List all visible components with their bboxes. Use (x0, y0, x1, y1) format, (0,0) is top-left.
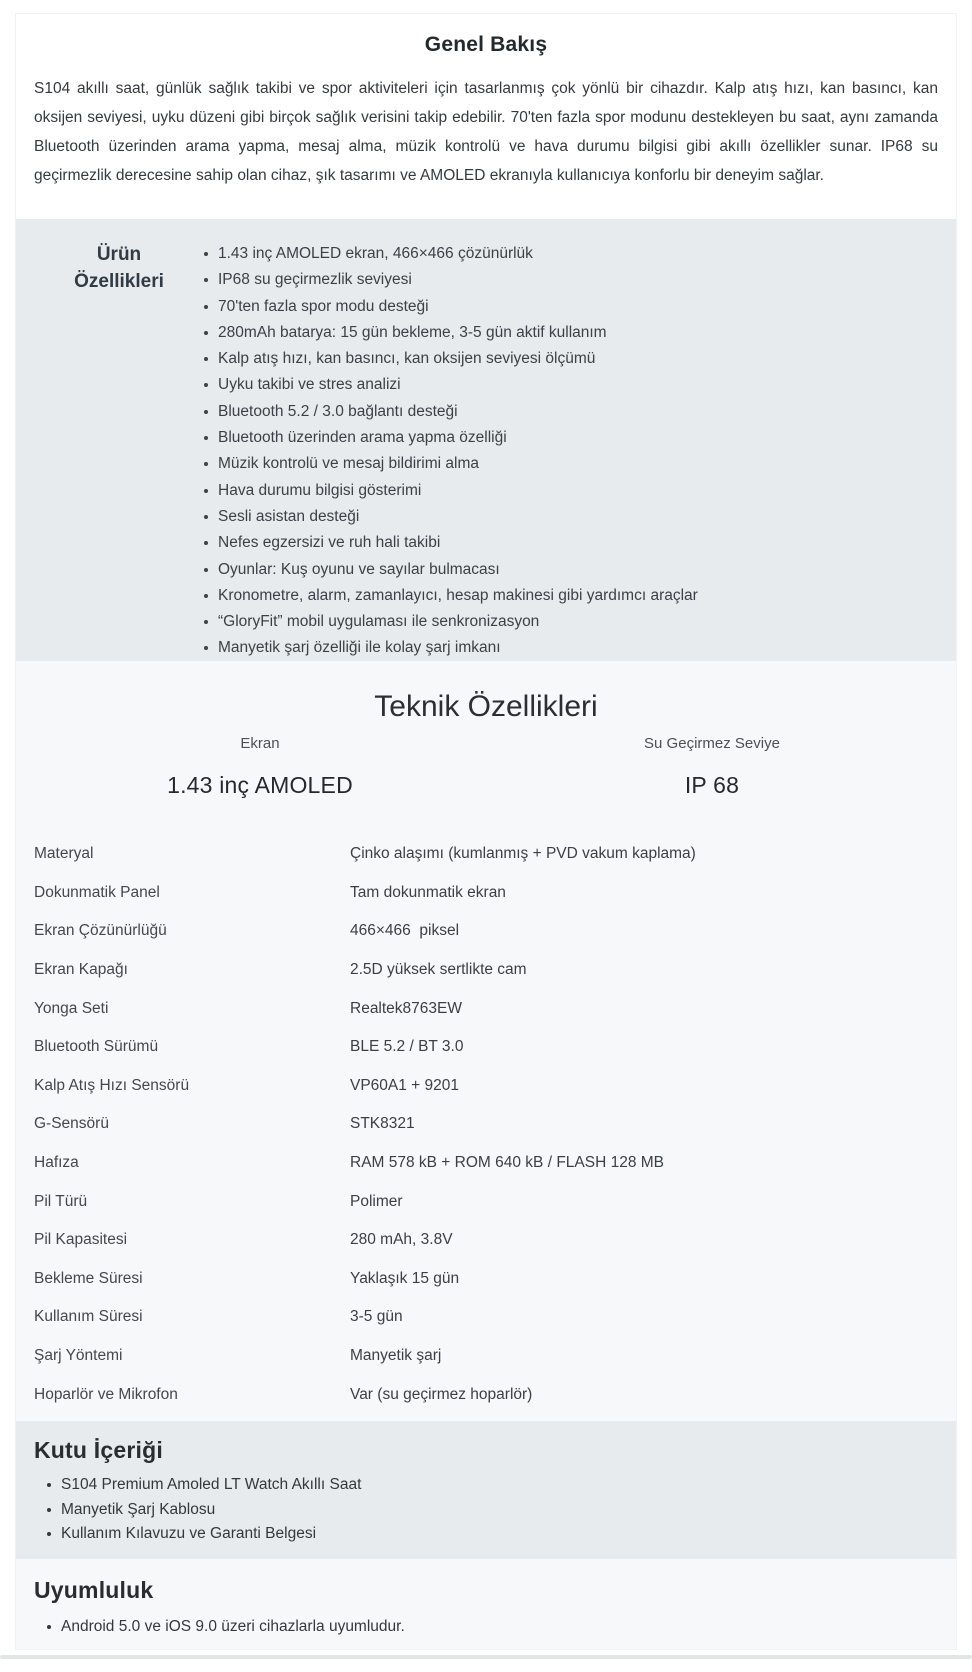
box-content-item: Kullanım Kılavuzu ve Garanti Belgesi (47, 1522, 938, 1547)
section-technical-specs (16, 661, 956, 1421)
spec-label: Ekran Kapağı (34, 961, 128, 979)
spec-row (34, 1375, 938, 1414)
spec-row (34, 1298, 938, 1337)
spec-value: Çinko alaşımı (kumlanmış + PVD vakum kaplama) (350, 845, 696, 863)
spec-row (34, 1105, 938, 1144)
spec-row (34, 1221, 938, 1260)
highlight-waterproof (486, 734, 938, 802)
spec-row (34, 1028, 938, 1067)
box-content-item: Manyetik Şarj Kablosu (47, 1498, 938, 1523)
spec-row (34, 835, 938, 874)
feature-item: “GloryFit” mobil uygulaması ile senkronizasyon (204, 609, 938, 635)
spec-value: VP60A1 + 9201 (350, 1076, 460, 1094)
feature-item: Manyetik şarj özelliği ile kolay şarj imkanı (204, 635, 938, 661)
spec-row (34, 1337, 938, 1376)
feature-item: Bluetooth üzerinden arama yapma özelliği (204, 425, 938, 451)
spec-value: 466×466 piksel (350, 922, 460, 940)
spec-row (34, 951, 938, 990)
box-contents-list (47, 1473, 938, 1547)
product-description-card (15, 13, 957, 1650)
section-compatibility (16, 1559, 956, 1650)
feature-item: 280mAh batarya: 15 gün bekleme, 3-5 gün aktif kullanım (204, 320, 938, 346)
feature-item: Bluetooth 5.2 / 3.0 bağlantı desteği (204, 399, 938, 425)
tech-highlights (34, 734, 938, 802)
highlight-waterproof-label: Su Geçirmez Seviye (644, 735, 780, 752)
spec-label: G-Sensörü (34, 1115, 109, 1133)
compatibility-title: Uyumluluk (34, 1576, 154, 1603)
spec-value: 2.5D yüksek sertlikte cam (350, 961, 527, 979)
spec-value: Polimer (350, 1192, 403, 1210)
spec-label: Kullanım Süresi (34, 1308, 143, 1326)
spec-label: Hoparlör ve Mikrofon (34, 1385, 178, 1403)
section-product-features (16, 219, 956, 661)
spec-label: Hafıza (34, 1154, 79, 1172)
spec-value: Yaklaşık 15 gün (350, 1269, 460, 1287)
highlight-waterproof-value: IP 68 (684, 772, 740, 798)
spec-label: Yonga Seti (34, 999, 109, 1017)
spec-label: Pil Kapasitesi (34, 1231, 128, 1249)
feature-item: Oyunlar: Kuş oyunu ve sayılar bulmacası (204, 557, 938, 583)
spec-row (34, 874, 938, 913)
spec-value: RAM 578 kB + ROM 640 kB / FLASH 128 MB (350, 1154, 664, 1172)
spec-value: Realtek8763EW (350, 999, 463, 1017)
spec-value: Tam dokunmatik ekran (350, 883, 506, 901)
feature-item: Hava durumu bilgisi gösterimi (204, 478, 938, 504)
spec-label: Bluetooth Sürümü (34, 1038, 159, 1056)
technical-specs-title: Teknik Özellikleri (374, 690, 598, 723)
feature-item: Sesli asistan desteği (204, 504, 938, 530)
spec-label: Materyal (34, 845, 94, 863)
spec-label: Ekran Çözünürlüğü (34, 922, 167, 940)
box-content-item: S104 Premium Amoled LT Watch Akıllı Saat (47, 1473, 938, 1498)
spec-row (34, 1144, 938, 1183)
feature-item: IP68 su geçirmezlik seviyesi (204, 267, 938, 293)
compatibility-list (47, 1615, 938, 1640)
feature-item: Nefes egzersizi ve ruh hali takibi (204, 530, 938, 556)
spec-table (34, 835, 938, 1414)
highlight-screen-value: 1.43 inç AMOLED (167, 772, 353, 798)
section-overview (16, 14, 956, 219)
spec-value: Var (su geçirmez hoparlör) (350, 1385, 533, 1403)
spec-row (34, 912, 938, 951)
spec-value: STK8321 (350, 1115, 415, 1133)
features-label (34, 241, 204, 295)
spec-value: Manyetik şarj (350, 1347, 442, 1365)
spec-label: Kalp Atış Hızı Sensörü (34, 1076, 190, 1094)
highlight-screen (34, 734, 486, 802)
feature-item: 1.43 inç AMOLED ekran, 466×466 çözünürlük (204, 241, 938, 267)
spec-label: Şarj Yöntemi (34, 1347, 123, 1365)
spec-label: Bekleme Süresi (34, 1269, 143, 1287)
compatibility-item: Android 5.0 ve iOS 9.0 üzeri cihazlarla uyumludur. (47, 1615, 938, 1640)
features-label-text: Ürün Özellikleri (74, 244, 164, 292)
overview-title: Genel Bakış (424, 33, 548, 56)
box-contents-title: Kutu İçeriği (34, 1436, 163, 1463)
spec-row (34, 989, 938, 1028)
spec-row (34, 1260, 938, 1299)
feature-item: Kalp atış hızı, kan basıncı, kan oksijen seviyesi ölçümü (204, 346, 938, 372)
feature-item: Müzik kontrolü ve mesaj bildirimi alma (204, 451, 938, 477)
spec-row (34, 1182, 938, 1221)
spec-label: Pil Türü (34, 1192, 88, 1210)
features-list (204, 241, 938, 662)
overview-paragraph: S104 akıllı saat, günlük sağlık takibi ve spor aktiviteleri için tasarlanmış çok yönlü bir cihazdır. Kalp atış hızı, kan basıncı, kan oksijen seviyesi, uyku düzeni gibi birçok sağlık verisini takip edebilir. 70'ten fazla spor modunu destekleyen bu saat, aynı zamanda Bluetooth üzerinden arama yapma, mesaj alma, müzik kontrolü ve hava durumu bilgisi gibi akıllı özellikler sunar. IP68 su geçirmezlik derecesine sahip olan cihaz, şık tasarımı ve AMOLED ekranıyla kullanıcıya konforlu bir deneyim sağlar. (34, 80, 938, 184)
spec-value: BLE 5.2 / BT 3.0 (350, 1038, 464, 1056)
spec-row (34, 1067, 938, 1106)
highlight-screen-label: Ekran (240, 735, 280, 752)
spec-value: 3-5 gün (350, 1308, 403, 1326)
section-box-contents (16, 1421, 956, 1559)
feature-item: Kronometre, alarm, zamanlayıcı, hesap makinesi gibi yardımcı araçlar (204, 583, 938, 609)
spec-label: Dokunmatik Panel (34, 883, 160, 901)
feature-item: Uyku takibi ve stres analizi (204, 372, 938, 398)
feature-item: 70'ten fazla spor modu desteği (204, 294, 938, 320)
page-bottom-divider (0, 1655, 972, 1659)
spec-value: 280 mAh, 3.8V (350, 1231, 453, 1249)
